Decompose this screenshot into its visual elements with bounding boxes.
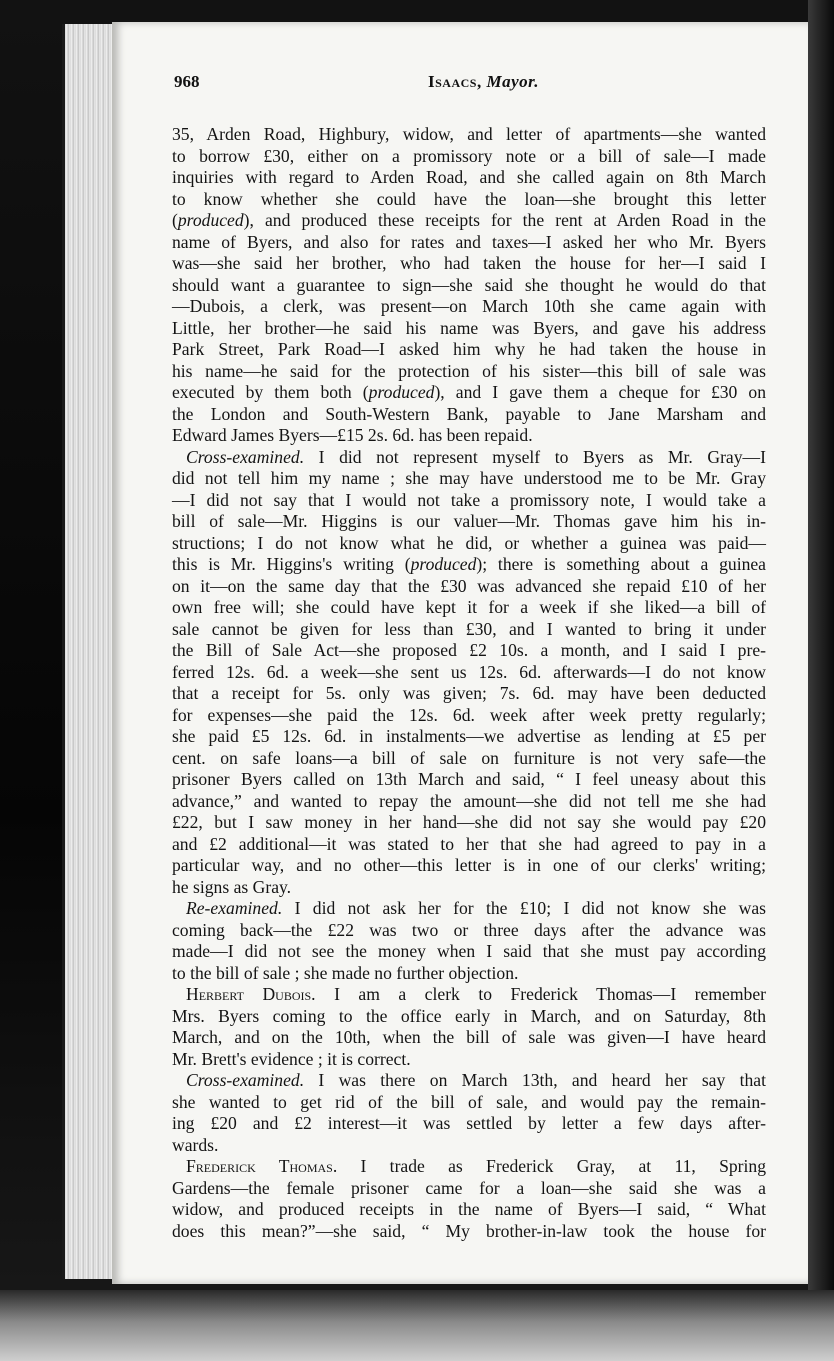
text-line [172, 447, 766, 469]
text-segment: name of Byers, and also for rates and taxes—I asked her who Mr. Byers [172, 231, 766, 252]
text-line [172, 576, 766, 598]
text-segment: ), and I gave them a cheque for £30 on [434, 382, 766, 402]
text-segment: should want a guarantee to sign—she said she thought he would do that [172, 274, 766, 295]
running-title-separator: , [476, 72, 487, 91]
text-segment: she wanted to get rid of the bill of sale, and would pay the remain- [172, 1091, 766, 1112]
text-segment: did not tell him my name ; she may have understood me to be Mr. Gray [172, 468, 766, 488]
text-line [172, 124, 766, 146]
text-line [172, 1135, 766, 1157]
text-line [172, 812, 766, 834]
text-line [172, 834, 766, 856]
text-segment: sale cannot be given for less than £30, and I wanted to bring it under [172, 618, 766, 639]
text-line [172, 963, 766, 985]
text-segment: ferred 12s. 6d. a week—she sent us 12s. 6d. afterwards—I do not know [172, 661, 766, 682]
text-segment: he signs as Gray. [172, 876, 292, 897]
text-line [172, 275, 766, 297]
text-segment: Gardens—the female prisoner came for a loan—she said she was a [172, 1177, 766, 1198]
text-line [172, 189, 766, 211]
running-head [174, 72, 764, 100]
text-segment: I did not represent myself to Byers as Mr. Gray—I [304, 446, 766, 467]
text-segment: particular way, and no other—this letter is in one of our clerks' writing; [172, 855, 766, 875]
text-segment: —Dubois, a clerk, was present—on March 10th she came again with [172, 296, 766, 316]
text-line [172, 984, 766, 1006]
text-line [172, 361, 766, 383]
text-segment: ( [172, 210, 178, 230]
text-line [172, 619, 766, 641]
text-line [172, 382, 766, 404]
text-line [172, 640, 766, 662]
text-segment: ); there is something about a guinea [476, 554, 766, 574]
italic-text: produced [177, 210, 244, 230]
text-line [172, 1049, 766, 1071]
text-segment: —I did not say that I would not take a promissory note, I would take a [172, 489, 766, 510]
text-segment: to know whether she could have the loan—she brought this letter [172, 188, 766, 209]
text-segment: ing £20 and £2 interest—it was settled by letter a few days after- [172, 1113, 766, 1133]
book-spine [808, 0, 834, 1290]
text-segment: wards. [172, 1134, 219, 1155]
text-segment: prisoner Byers called on 13th March and said, “ I feel uneasy about this [172, 769, 766, 789]
text-segment: the Bill of Sale Act—she proposed £2 10s. a month, and I said I pre- [172, 640, 766, 660]
italic-text: Re-examined. [186, 898, 283, 918]
text-line [172, 1070, 766, 1092]
text-segment: she paid £5 12s. 6d. in instalments—we advertise as lending at £5 per [172, 726, 766, 746]
text-line [172, 533, 766, 555]
text-line [172, 490, 766, 512]
text-line [172, 898, 766, 920]
text-line [172, 468, 766, 490]
text-segment: to borrow £30, either on a promissory note or a bill of sale—I made [172, 145, 766, 166]
text-line [172, 683, 766, 705]
text-line [172, 1221, 766, 1243]
text-segment: widow, and produced receipts in the name of Byers—I said, “ What [172, 1199, 766, 1219]
text-line [172, 554, 766, 576]
italic-text: Cross-examined. [186, 1070, 305, 1090]
text-segment: March, and on the 10th, when the bill of sale was given—I have heard [172, 1027, 766, 1047]
text-line [172, 253, 766, 275]
text-segment: Edward James Byers—£15 2s. 6d. has been repaid. [172, 425, 533, 445]
text-segment: own free will; she could have kept it for a week if she liked—a bill of [172, 597, 766, 617]
speaker-name: Herbert Dubois. [186, 984, 316, 1004]
text-segment: ), and produced these receipts for the rent at Arden Road in the [243, 210, 766, 230]
text-segment: the London and South-Western Bank, payable to Jane Marsham and [172, 403, 766, 424]
text-segment: on it—on the same day that the £30 was advanced she repaid £10 of her [172, 575, 766, 596]
italic-text: produced [368, 382, 435, 402]
text-segment: 35, Arden Road, Highbury, widow, and letter of apartments—she wanted [172, 124, 766, 144]
text-segment: structions; I do not know what he did, or whether a guinea was paid— [172, 532, 766, 553]
body-text [172, 124, 766, 1242]
text-line [172, 662, 766, 684]
text-line [172, 705, 766, 727]
text-line [172, 920, 766, 942]
text-line [172, 167, 766, 189]
text-segment: advance,” and wanted to repay the amount—she did not tell me she had [172, 790, 766, 811]
running-title-role: Mayor. [486, 72, 540, 91]
text-line [172, 425, 766, 447]
text-segment: I was there on March 13th, and heard her say that [304, 1070, 766, 1090]
text-segment: Little, her brother—he said his name was Byers, and gave his address [172, 317, 766, 338]
text-segment: Park Street, Park Road—I asked him why he had taken the house in [172, 339, 766, 359]
text-line [172, 511, 766, 533]
text-line [172, 877, 766, 899]
text-line [172, 769, 766, 791]
text-line [172, 726, 766, 748]
text-segment: that a receipt for 5s. only was given; 7s. 6d. may have been deducted [172, 683, 766, 703]
scan-bottom-edge [0, 1290, 834, 1361]
text-line [172, 318, 766, 340]
text-line [172, 1199, 766, 1221]
page-number: 968 [174, 72, 200, 91]
text-segment: to the bill of sale ; she made no further objection. [172, 962, 519, 983]
text-line [172, 232, 766, 254]
text-line [172, 339, 766, 361]
text-segment: inquiries with regard to Arden Road, and she called again on 8th March [172, 167, 766, 187]
running-title-name: Isaacs [428, 72, 477, 91]
text-segment: does this mean?”—she said, “ My brother-in-law took the house for [172, 1220, 766, 1241]
text-segment: his name—he said for the protection of his sister—this bill of sale was [172, 360, 766, 381]
running-title [428, 72, 539, 92]
text-line [172, 791, 766, 813]
text-segment: was—she said her brother, who had taken the house for her—I said I [172, 253, 766, 273]
text-line [172, 941, 766, 963]
text-line [172, 404, 766, 426]
speaker-name: Frederick Thomas. [186, 1156, 338, 1176]
text-segment: for expenses—she paid the 12s. 6d. week after week pretty regularly; [172, 704, 766, 725]
text-line [172, 296, 766, 318]
text-segment: coming back—the £22 was two or three days after the advance was [172, 919, 766, 940]
text-line [172, 210, 766, 232]
text-segment: Mr. Brett's evidence ; it is correct. [172, 1048, 411, 1069]
text-segment: I trade as Frederick Gray, at 11, Spring [337, 1156, 766, 1176]
text-line [172, 146, 766, 168]
text-line [172, 1156, 766, 1178]
text-line [172, 1027, 766, 1049]
text-segment: I did not ask her for the £10; I did not know she was [282, 898, 766, 918]
text-line [172, 1006, 766, 1028]
text-line [172, 748, 766, 770]
text-segment: made—I did not see the money when I said that she must pay according [172, 941, 766, 961]
text-segment: and £2 additional—it was stated to her that she had agreed to pay in a [172, 833, 766, 854]
text-segment: cent. on safe loans—a bill of sale on furniture is not very safe—the [172, 747, 766, 768]
text-segment: I am a clerk to Frederick Thomas—I remember [315, 984, 766, 1004]
text-segment: this is Mr. Higgins's writing ( [172, 554, 411, 574]
text-segment: bill of sale—Mr. Higgins is our valuer—Mr. Thomas gave him his in- [172, 511, 766, 531]
text-segment: £22, but I saw money in her hand—she did not say she would pay £20 [172, 812, 766, 832]
text-line [172, 855, 766, 877]
italic-text: produced [410, 554, 477, 574]
text-line [172, 597, 766, 619]
italic-text: Cross-examined. [186, 446, 305, 467]
text-line [172, 1178, 766, 1200]
text-line [172, 1113, 766, 1135]
text-segment: Mrs. Byers coming to the office early in March, and on Saturday, 8th [172, 1005, 766, 1026]
text-line [172, 1092, 766, 1114]
text-segment: executed by them both ( [172, 382, 369, 402]
